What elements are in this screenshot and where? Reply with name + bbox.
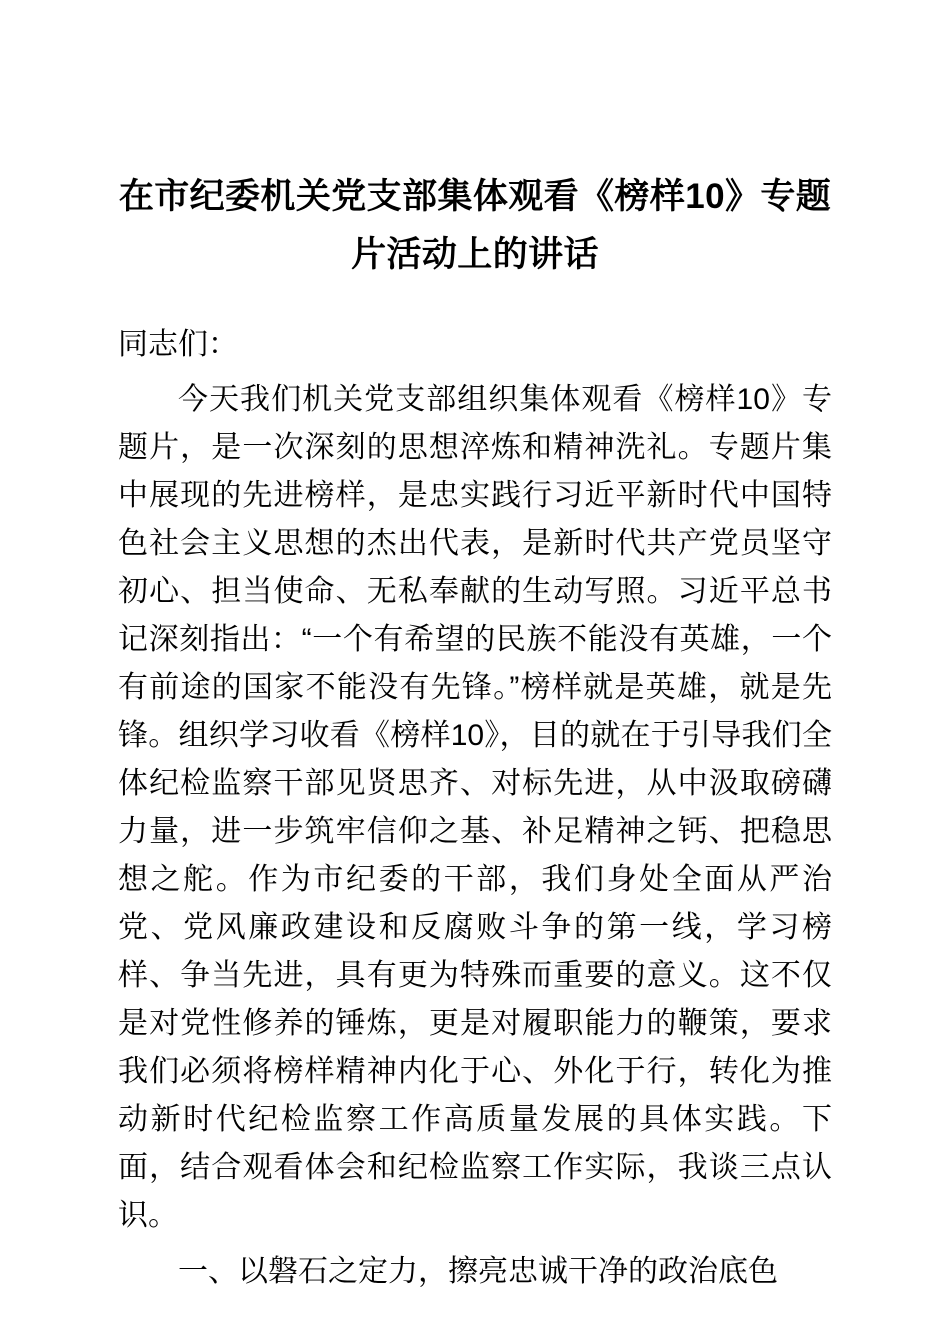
document-content-column: [118, 0, 832, 1296]
body-paragraph-1: 今天我们机关党支部组织集体观看《榜样10》专题片，是一次深刻的思想淬炼和精神洗礼。专题片集中展现的先进榜样，是忠实践行习近平新时代中国特色社会主义思想的杰出代表，是新时代共产党员坚守初心、担当使命、无私奉献的生动写照。习近平总书记深刻指出：“一个有希望的民族不能没有英雄，一个有前途的国家不能没有先锋。”榜样就是英雄，就是先锋。组织学习收看《榜样10》，目的就在于引导我们全体纪检监察干部见贤思齐、对标先进，从中汲取磅礴力量，进一步筑牢信仰之基、补足精神之钙、把稳思想之舵。作为市纪委的干部，我们身处全面从严治党、党风廉政建设和反腐败斗争的第一线，学习榜样、争当先进，具有更为特殊而重要的意义。这不仅是对党性修养的锤炼，更是对履职能力的鞭策，要求我们必须将榜样精神内化于心、外化于行，转化为推动新时代纪检监察工作高质量发展的具体实践。下面，结合观看体会和纪检监察工作实际，我谈三点认识。: [118, 383, 832, 1232]
page-title: 在市纪委机关党支部集体观看《榜样10》专题片活动上的讲话: [118, 177, 832, 274]
section-heading-1: 一、以磐石之定力，擦亮忠诚干净的政治底色: [178, 1255, 778, 1288]
salutation-line: 同志们：: [118, 328, 238, 361]
